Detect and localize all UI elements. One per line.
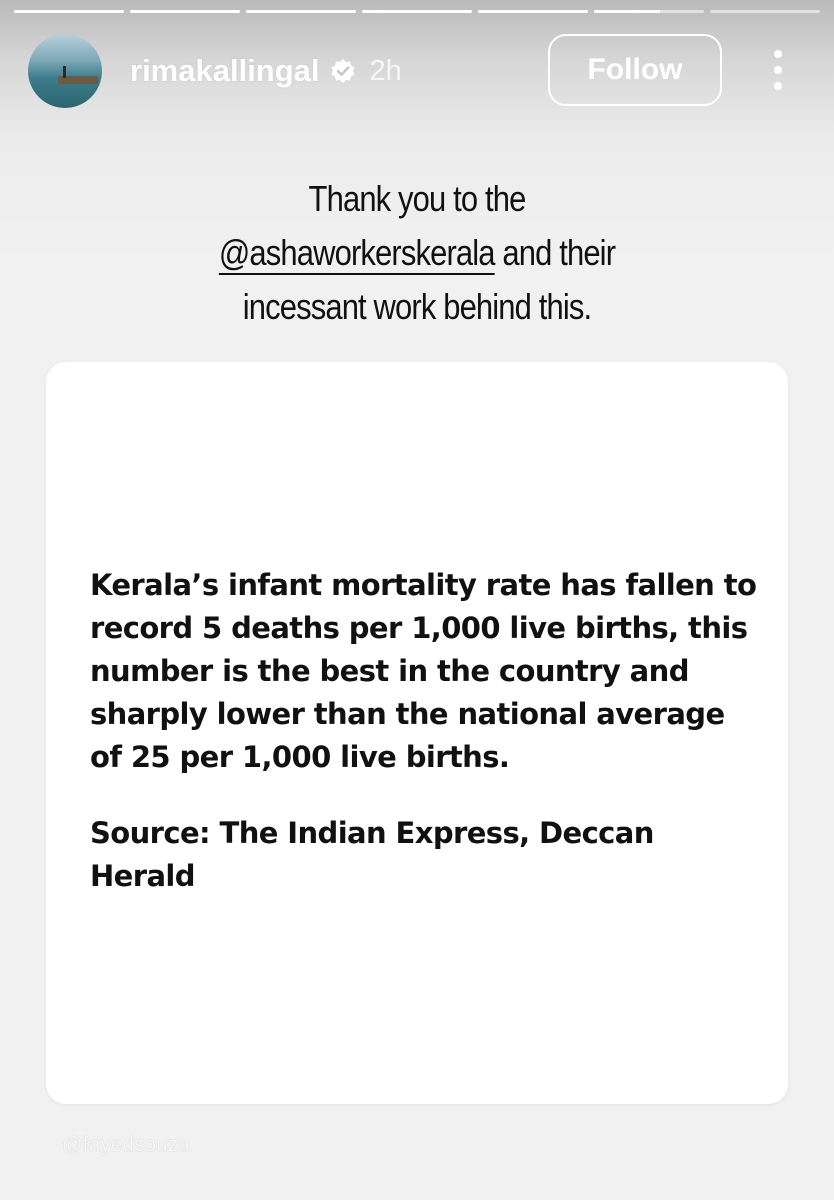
username[interactable]: rimakallingal [130, 53, 320, 88]
story-progress-bars [14, 10, 820, 13]
caption-line-3: incessant work behind this. [242, 286, 592, 327]
avatar[interactable] [28, 34, 102, 108]
card-source-text: Source: The Indian Express, Deccan Herald [90, 816, 654, 893]
progress-segment [14, 10, 124, 13]
avatar-figure-shape [63, 66, 66, 78]
post-time: 2h [369, 54, 402, 87]
progress-fill [14, 10, 124, 13]
progress-fill [246, 10, 356, 13]
progress-fill [362, 10, 472, 13]
progress-segment [594, 10, 704, 13]
progress-segment [246, 10, 356, 13]
progress-fill [478, 10, 588, 13]
progress-segment [130, 10, 240, 13]
caption-line-2-rest: and their [502, 232, 616, 273]
progress-fill [130, 10, 240, 13]
story-header [28, 34, 806, 108]
story-caption [0, 172, 834, 334]
more-vertical-icon[interactable] [768, 50, 788, 90]
progress-segment [362, 10, 472, 13]
card-body-text: Kerala’s infant mortality rate has fallen to record 5 deaths per 1,000 live births, this number is the best in the country and sharply lower than the national average of 25 per 1,000 live births. [90, 568, 757, 774]
mention-link[interactable]: @ashaworkerskerala [218, 232, 495, 273]
shared-post-card[interactable] [46, 362, 788, 1104]
verified-badge-icon [330, 58, 356, 84]
progress-segment [478, 10, 588, 13]
progress-segment [710, 10, 820, 13]
watermark: @fayedsouza [62, 1134, 191, 1156]
caption-line-1: Thank you to the [308, 178, 526, 219]
follow-button[interactable]: Follow [548, 34, 722, 106]
caption-line-2 [58, 226, 775, 280]
progress-fill [594, 10, 660, 13]
